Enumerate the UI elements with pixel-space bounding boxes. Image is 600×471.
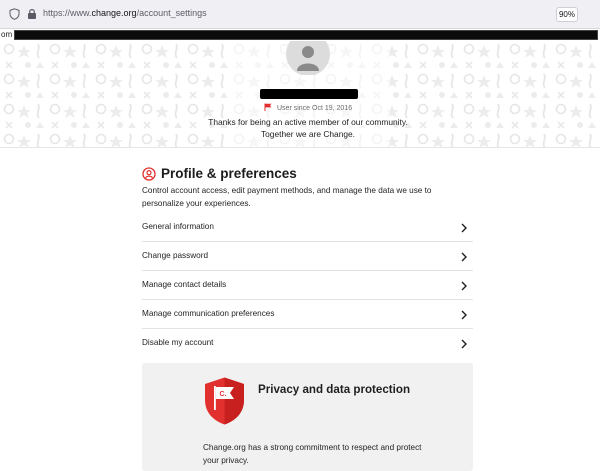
chevron-right-icon: [461, 339, 467, 349]
menu-item-label: General information: [142, 222, 214, 231]
chevron-right-icon: [461, 252, 467, 262]
user-avatar[interactable]: [286, 41, 330, 75]
chevron-right-icon: [461, 281, 467, 291]
menu-item-change-password[interactable]: [142, 242, 473, 271]
thanks-message: Thanks for being an active member of our community. Together we are Change.: [208, 117, 408, 139]
lock-icon[interactable]: [27, 8, 37, 20]
menu-item-label: Manage contact details: [142, 280, 227, 289]
privacy-title: Privacy and data protection: [258, 383, 411, 396]
user-name-redacted: [260, 89, 358, 99]
tracking-protection-icon[interactable]: [9, 8, 20, 20]
user-circle-icon: [142, 167, 156, 181]
privacy-card: [142, 363, 473, 471]
menu-item-disable-my-account[interactable]: [142, 329, 473, 358]
zoom-level-button[interactable]: 90%: [556, 7, 578, 22]
chevron-right-icon: [461, 223, 467, 233]
browser-address-bar[interactable]: [0, 0, 600, 29]
menu-item-manage-contact-details[interactable]: [142, 271, 473, 300]
menu-item-label: Disable my account: [142, 338, 214, 347]
menu-item-general-information[interactable]: [142, 213, 473, 242]
badge-letter: C.: [219, 391, 227, 398]
menu-item-manage-communication-preferences[interactable]: [142, 300, 473, 329]
truncated-text: om: [1, 30, 13, 39]
profile-header: [0, 41, 600, 148]
section-title: Profile & preferences: [161, 166, 297, 181]
menu-item-label: Manage communication preferences: [142, 309, 275, 318]
menu-item-label: Change password: [142, 251, 208, 260]
member-since: [264, 103, 352, 112]
privacy-shield-icon: [203, 376, 246, 426]
url-text[interactable]: https://www.change.org/account_settings: [43, 8, 207, 18]
redacted-strip: [0, 29, 600, 41]
settings-menu: [142, 213, 473, 358]
section-description: Control account access, edit payment methods, and manage the data we use to personalize your experiences.: [142, 186, 432, 208]
flag-icon: [264, 103, 272, 111]
chevron-right-icon: [461, 310, 467, 320]
redaction-bar: [14, 30, 598, 40]
member-since-text: User since Oct 19, 2016: [277, 105, 353, 112]
privacy-description: Change.org has a strong commitment to respect and protect your privacy.: [203, 443, 422, 465]
